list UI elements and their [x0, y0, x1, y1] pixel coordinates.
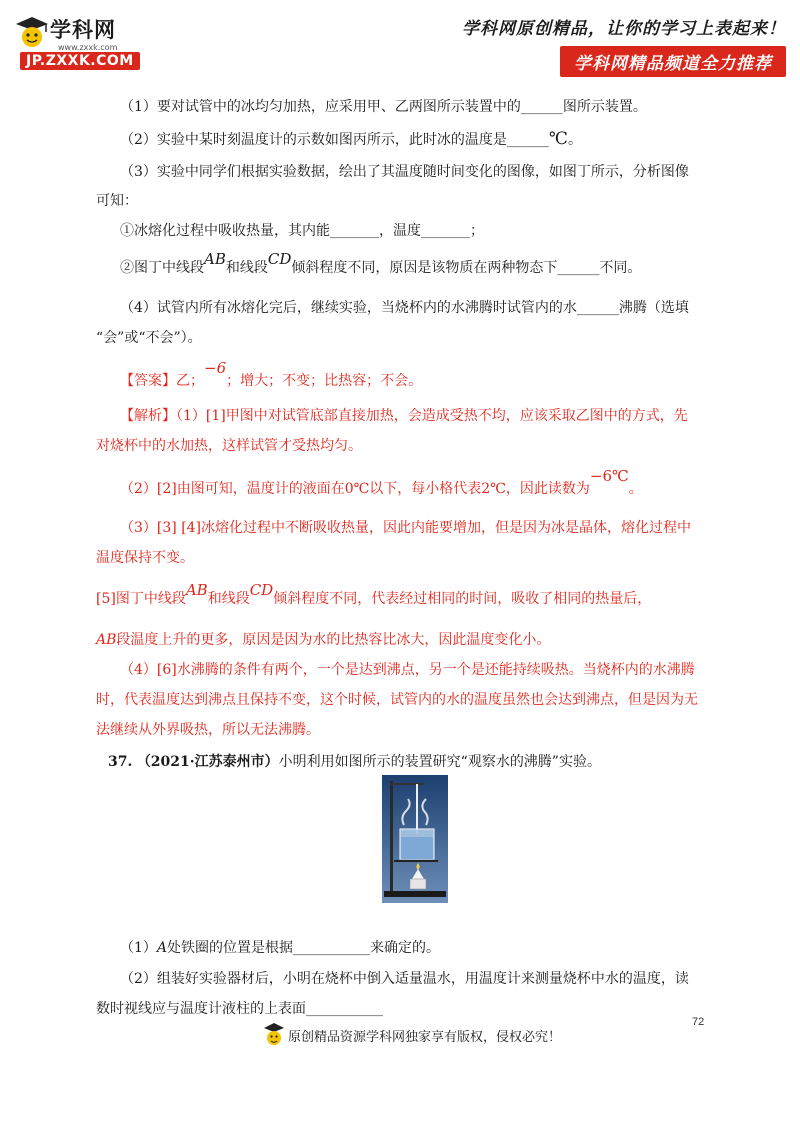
analysis-value: −6℃ — [589, 467, 629, 485]
boiling-apparatus-figure — [382, 775, 448, 903]
mascot-icon — [262, 1020, 286, 1050]
question-number: 37. — [108, 754, 133, 770]
analysis-line-5: 温度保持不变。 — [96, 550, 194, 566]
analysis-line-10: 法继续从外界吸热，所以无法沸腾。 — [96, 722, 320, 738]
analysis-text: 倾斜程度不同，代表经过相同的时间，吸收了相同的热量后， — [273, 591, 652, 607]
question-line-8: “会”或“不会”）。 — [96, 330, 202, 346]
question-line-4: 可知： — [96, 193, 138, 209]
question-37-part-2: （2）组装好实验器材后，小明在烧杯中倒入适量温水，用温度计来测量烧杯中水的温度，读 — [120, 971, 689, 987]
question-37-title — [108, 752, 601, 772]
analysis-text: （2）[2]由图可知，温度计的液面在0℃以下，每小格代表2℃，因此读数为 — [120, 481, 590, 497]
question-text: 倾斜程度不同，原因是该物质在两种物态下______不同。 — [291, 260, 642, 276]
label-a: A — [156, 940, 168, 956]
answer-label: 【答案】乙； — [120, 373, 204, 389]
question-line-3: （3）实验中同学们根据实验数据，绘出了其温度随时间变化的图像，如图丁所示，分析图像 — [120, 164, 689, 180]
analysis-text: 。 — [628, 481, 643, 497]
question-line-1: （1）要对试管中的冰均匀加热，应采用甲、乙两图所示装置中的______图所示装置。 — [120, 99, 647, 115]
segment-ab: AB — [96, 632, 117, 648]
segment-cd: CD — [267, 250, 292, 268]
analysis-line-4: （3）[3] [4]冰熔化过程中不断吸收热量，因此内能要增加，但是因为冰是晶体，熔化过程中 — [120, 520, 692, 536]
question-line-7: （4）试管内所有冰熔化完后，继续实验，当烧杯内的水沸腾时试管内的水______沸腾（选填 — [120, 300, 689, 316]
question-text: （2）实验中某时刻温度计的示数如图丙所示，此时冰的温度是______ — [120, 132, 549, 148]
question-text: （1） — [120, 940, 157, 956]
question-line-2 — [120, 129, 582, 150]
logo-url: JP.ZXXK.COM — [20, 52, 140, 70]
header-slogan: 学科网原创精品，让你的学习上表起来！ — [462, 19, 786, 39]
analysis-line-1: 【解析】（1）[1]甲图中对试管底部直接加热，会造成受热不均，应该采取乙图中的方式，先 — [120, 408, 688, 424]
answer-rest: ；增大；不变；比热容；不会。 — [226, 373, 423, 389]
page-header — [0, 0, 800, 80]
question-text: 小明利用如图所示的装置研究“观察水的沸腾”实验。 — [278, 754, 601, 770]
analysis-text: [5]图丁中线段 — [96, 591, 186, 607]
mascot-icon — [12, 12, 52, 52]
analysis-line-3 — [120, 467, 643, 499]
analysis-text: 段温度上升的更多，原因是因为水的比热容比冰大，因此温度变化小。 — [116, 632, 551, 648]
question-text: ②图丁中线段 — [120, 260, 204, 276]
answer-value: −6 — [204, 359, 227, 377]
question-37-part-1 — [120, 938, 440, 958]
question-text: 和线段 — [225, 260, 268, 276]
question-line-5: ①冰熔化过程中吸收热量，其内能_______，温度_______； — [120, 223, 484, 239]
question-line-6 — [120, 250, 642, 278]
page-number: 72 — [692, 1016, 705, 1028]
analysis-line-9: 时，代表温度达到沸点且保持不变，这个时候，试管内的水的温度虽然也会达到沸点，但是因为无 — [96, 692, 698, 708]
copyright-notice: 原创精品资源学科网独家享有版权，侵权必究！ — [288, 1030, 562, 1045]
question-source: （2021·江苏泰州市） — [136, 754, 279, 770]
analysis-line-2: 对烧杯中的水加热，这样试管才受热均匀。 — [96, 438, 362, 454]
answer-line — [120, 359, 423, 391]
analysis-text: 和线段 — [207, 591, 250, 607]
analysis-line-7 — [96, 630, 550, 650]
punctuation: 。 — [567, 132, 582, 148]
question-text: 处铁圈的位置是根据___________来确定的。 — [167, 940, 441, 956]
header-banner: 学科网精品频道全力推荐 — [560, 46, 786, 77]
analysis-line-8: （4）[6]水沸腾的条件有两个，一个是达到沸点，另一个是还能持续吸热。当烧杯内的水沸腾 — [120, 662, 695, 678]
segment-ab: AB — [204, 250, 226, 268]
segment-cd: CD — [249, 581, 274, 599]
logo-title: 学科网 — [50, 18, 116, 42]
unit-celsius: ℃ — [548, 129, 568, 149]
question-37-part-2-cont: 数时视线应与温度计液柱的上表面___________ — [96, 1001, 383, 1017]
analysis-line-6 — [96, 581, 652, 609]
logo-subtitle: www.zxxk.com — [58, 43, 118, 52]
segment-ab: AB — [185, 581, 208, 599]
zxxk-logo[interactable] — [12, 10, 162, 72]
